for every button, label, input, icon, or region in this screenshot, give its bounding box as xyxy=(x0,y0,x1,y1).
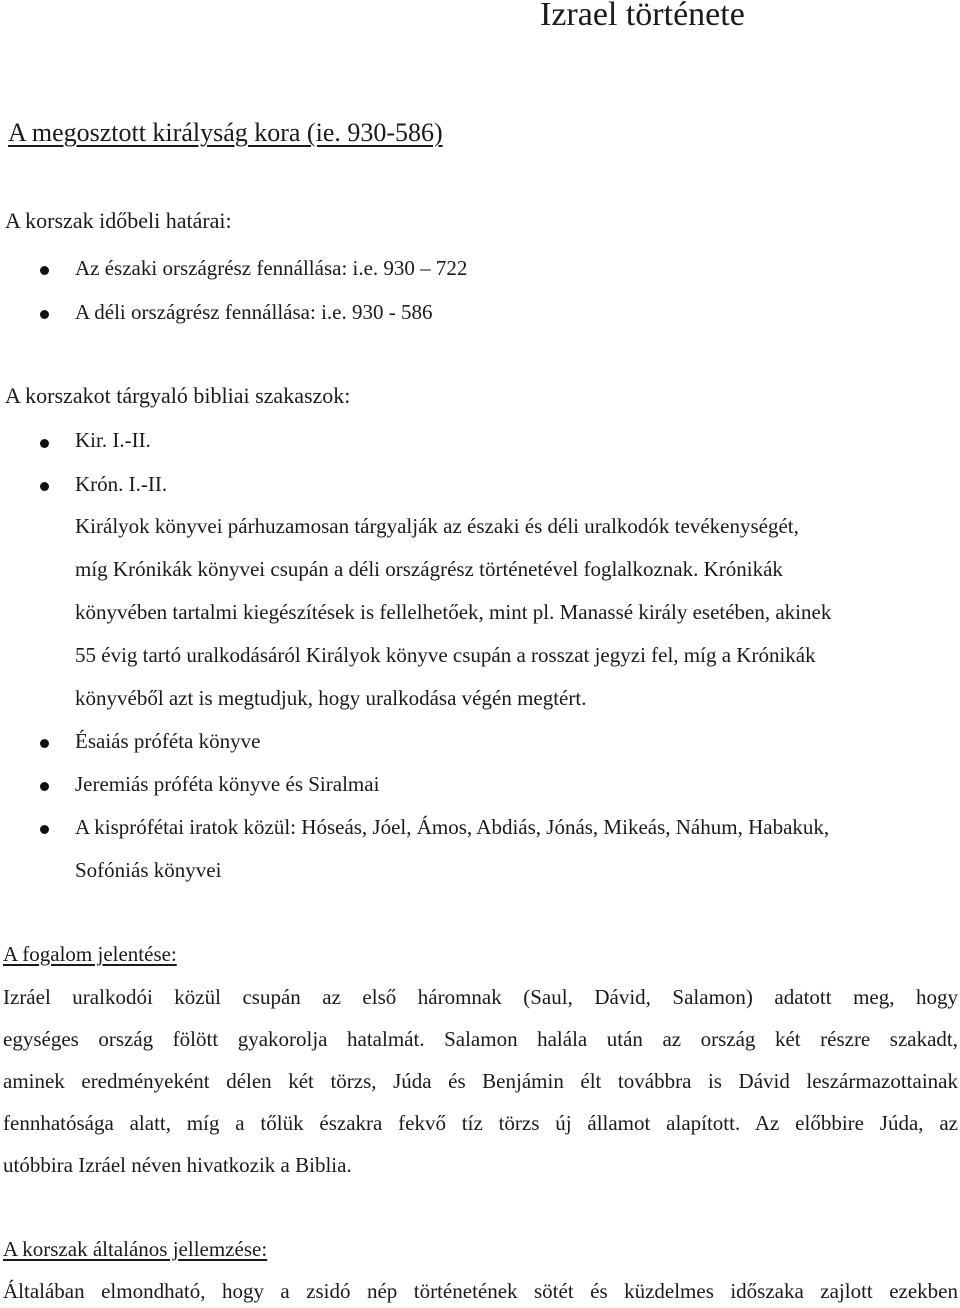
bullet-icon xyxy=(40,782,49,791)
note-line: könyvéből azt is megtudjuk, hogy uralkodása végén megtért. xyxy=(75,686,587,710)
list-item-north-bounds xyxy=(75,256,467,281)
list-item-value: i.e. 930 – 722 xyxy=(352,256,468,280)
list-item-minor-prophets-cont: Sofóniás könyvei xyxy=(75,858,222,882)
bullet-icon xyxy=(40,825,49,834)
section-heading-meaning: A fogalom jelentése: xyxy=(3,942,177,966)
section-heading-general: A korszak általános jellemzése: xyxy=(3,1237,268,1261)
list-item-label: A déli országrész fennállása: xyxy=(75,300,322,324)
paragraph-line: fennhatósága alatt, míg a tőlük északra fekvő tíz törzs új államot alapított. Az előbbire Júda, az xyxy=(3,1111,958,1135)
section-heading-divided-kingdom: A megosztott királyság kora (ie. 930-586) xyxy=(8,118,443,147)
list-item-label: Az északi országrész fennállása: xyxy=(75,256,353,280)
list-item-south-bounds xyxy=(75,300,432,325)
subheading-biblical-sources: A korszakot tárgyaló bibliai szakaszok: xyxy=(5,383,351,408)
list-item-value: i.e. 930 - 586 xyxy=(321,300,433,324)
bullet-icon xyxy=(40,739,49,748)
bullet-icon xyxy=(40,482,49,491)
paragraph-line: Általában elmondható, hogy a zsidó nép történetének sötét és küzdelmes időszaka zajlott ezekben xyxy=(3,1279,958,1303)
bullet-icon xyxy=(40,266,49,275)
paragraph-line: egységes ország fölött gyakorolja hatalmát. Salamon halála után az ország két részre szakadt, xyxy=(3,1027,958,1051)
subheading-time-bounds: A korszak időbeli határai: xyxy=(5,208,232,233)
bullet-icon xyxy=(40,439,49,448)
page-title: Izrael története xyxy=(540,0,745,33)
list-item-jeremiah: Jeremiás próféta könyve és Siralmai xyxy=(75,772,380,796)
paragraph-line: Izráel uralkodói közül csupán az első háromnak (Saul, Dávid, Salamon) adatott meg, hogy xyxy=(3,985,958,1009)
note-line: 55 évig tartó uralkodásáról Királyok könyve csupán a rosszat jegyzi fel, míg a Krónikák xyxy=(75,643,816,667)
note-line: könyvében tartalmi kiegészítések is fellelhetőek, mint pl. Manassé király esetében, akinek xyxy=(75,600,832,624)
paragraph-line: utóbbira Izráel néven hivatkozik a Biblia. xyxy=(3,1153,352,1177)
list-item-chronicles: Krón. I.-II. xyxy=(75,472,168,496)
note-line: Királyok könyvei párhuzamosan tárgyalják az északi és déli uralkodók tevékenységét, xyxy=(75,514,799,538)
list-item-kings: Kir. I.-II. xyxy=(75,428,151,452)
bullet-icon xyxy=(40,310,49,319)
list-item-isaiah: Ésaiás próféta könyve xyxy=(75,729,261,753)
list-item-minor-prophets: A kisprófétai iratok közül: Hóseás, Jóel, Ámos, Abdiás, Jónás, Mikeás, Náhum, Habakuk, xyxy=(75,815,830,839)
note-line: míg Krónikák könyvei csupán a déli országrész történetével foglalkoznak. Krónikák xyxy=(75,557,783,581)
paragraph-line: aminek eredményeként délen két törzs, Júda és Benjámin élt továbbra is Dávid leszármazottainak xyxy=(3,1069,958,1093)
